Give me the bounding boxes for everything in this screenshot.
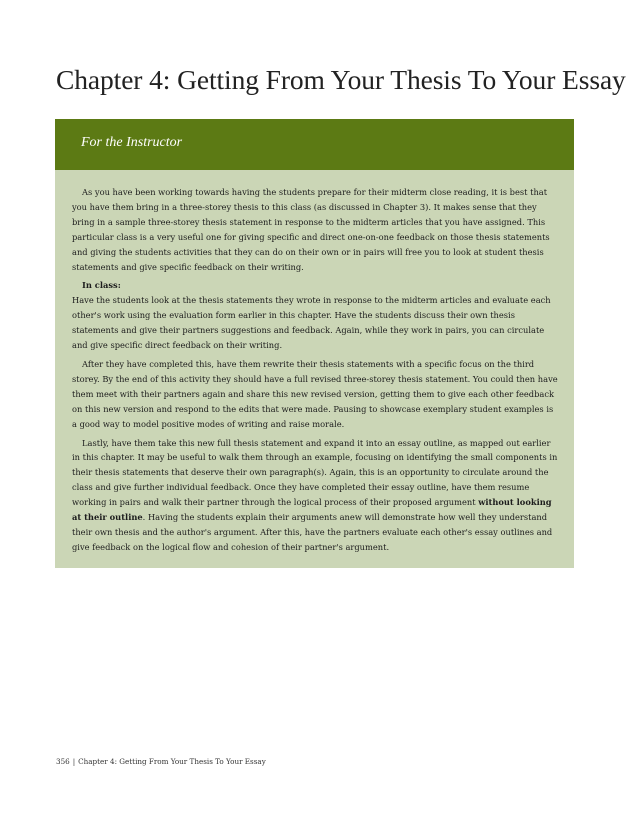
page-number: 356 (56, 757, 70, 766)
in-class-heading: In class: (82, 280, 121, 291)
instructor-box (55, 119, 574, 568)
instructor-box-body (72, 185, 559, 559)
paragraph-revision: After they have completed this, have them rewrite their thesis statements with a specific focus on the third storey. By the end of this activity they should have a full revised three-storey thesis statement. You could then have them meet with their partners again and share this new revised version, getting them to give each other feedback on this new version and respond to the edits that were made. Pausing to showcase exemplary student examples is a good way to model positive modes of writing and raise morale. (72, 358, 558, 429)
paragraph-in-class: Have the students look at the thesis statements they wrote in response to the midterm articles and evaluate each other's work using the evaluation form earlier in this chapter. Have the students discuss their own thesis statements and give their partners suggestions and feedback. Again, while they work in pairs, you can circulate and give specific direct feedback on their writing. (72, 295, 551, 351)
paragraph-outline-start: Lastly, have them take this new full thesis statement and expand it into an essay outline, as mapped out earlier in this chapter. It may be useful to walk them through an example, focusing on identifying the small components in their thesis statements that deserve their own paragraph(s). Again, this is an opportunity to circulate around the class and give further individual feedback. Once they have completed their essay outline, have them resume working in pairs and walk their partner through the logical process of their proposed argument (72, 437, 558, 508)
paragraph-intro: As you have been working towards having the students prepare for their midterm close reading, it is best that you have them bring in a three-storey thesis to this class (as discussed in Chapter 3). It makes sense that they bring in a sample three-storey thesis statement in response to the midterm articles that you have assigned. This particular class is a very useful one for giving specific and direct one-on-one feedback on those thesis statements and giving the students activities that they can do on their own or in pairs will free you to look at student thesis statements and give specific feedback on their writing. (72, 187, 550, 272)
chapter-title: Chapter 4: Getting From Your Thesis To Your Essay (56, 64, 626, 95)
instructor-box-header (55, 119, 574, 170)
paragraph-outline-end: . Having the students explain their arguments anew will demonstrate how well they understand their own thesis and the author's argument. After this, have the partners evaluate each other's essay outlines and give feedback on the logical flow and cohesion of their partner's argument. (72, 512, 553, 552)
instructor-box-title: For the Instructor (81, 135, 183, 150)
paragraph-outline-emphasis: without looking at their outline (72, 497, 552, 523)
paragraph-outline (72, 436, 559, 555)
footer-separator: | (72, 757, 76, 766)
page-footer (56, 757, 266, 766)
running-title: Chapter 4: Getting From Your Thesis To Your Essay (78, 757, 266, 766)
